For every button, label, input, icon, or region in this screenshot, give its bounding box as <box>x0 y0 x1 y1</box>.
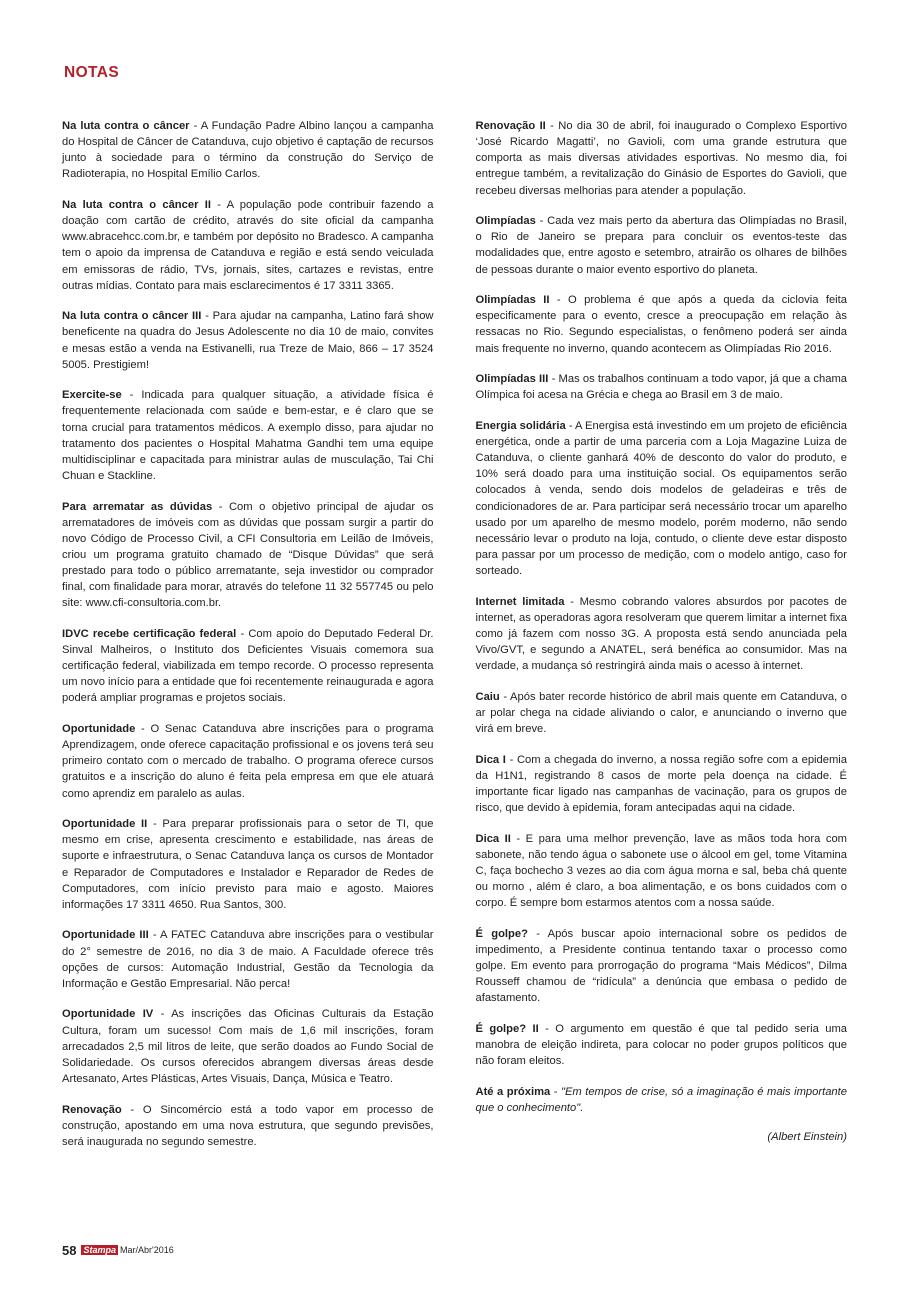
note-lead: Olimpíadas II <box>475 294 550 307</box>
note-lead: Oportunidade II <box>62 818 148 831</box>
note-item-quote <box>476 1084 848 1116</box>
note-item <box>62 816 434 913</box>
note-item <box>476 1021 848 1069</box>
note-lead: Oportunidade <box>62 723 136 735</box>
note-item <box>62 499 434 612</box>
note-lead: Até a próxima <box>475 1085 551 1098</box>
note-item <box>62 308 434 373</box>
page-title: NOTAS <box>64 64 120 81</box>
note-quote: "Em tempos de crise, só a imaginação é mais importante que o conhecimento". <box>475 1085 847 1114</box>
note-item <box>476 594 848 675</box>
note-body: - Após bater recorde histórico de abril mais quente em Catanduva, o ar polar chega na cidade aliviando o calor, e anunciando o inverno que virá em breve. <box>475 690 847 735</box>
note-item <box>476 418 848 579</box>
note-body: - Com o objetivo principal de ajudar os arrematadores de imóveis com as dúvidas que possam surgir a partir do novo Código de Processo Civil, a CFI Consultoria em Leilão de Imóveis, criou um programa gratuito chamado de “Disque Dúvidas” que será prestado para todo o público arrematante, seja investidor ou comprador final, com finalidade para morar, através do telefone 11 32 557745 ou pelo site: www.cfi-consultoria.com.br. <box>62 500 434 610</box>
note-body: - Após buscar apoio internacional sobre os pedidos de impedimento, a Presidente continua tentando taxar o processo como golpe. Em evento para prorrogação do programa “Mais Médicos”, Dilma Rousseff chamou de “ridícula” a denúncia que embasa o pedido de afastamento. <box>475 927 847 1005</box>
note-lead: Renovação <box>62 1103 122 1116</box>
note-item <box>62 118 434 183</box>
note-body: - Cada vez mais perto da abertura das Olimpíadas no Brasil, o Rio de Janeiro se prepara para concluir os eventos-teste das modalidades que, entre agosto e setembro, atrairão os olhares de bilhões de pessoas durante o maior evento esportivo do planeta. <box>475 215 847 276</box>
note-body: - Indicada para qualquer situação, a atividade física é frequentemente relacionada com saúde e bem-estar, e é claro que se torna crucial para tratamentos médicos. A exemplo disso, para ajudar no tratamento dos pacientes o Hospital Mahatma Gandhi tem uma equipe multidisciplinar e capacitada para ministrar aulas de musculação, Tai Chi Chuan e Stackline. <box>62 389 434 482</box>
note-lead: IDVC recebe certificação federal <box>62 627 237 640</box>
note-lead: Energia solidária <box>475 419 566 432</box>
note-body: - O argumento em questão é que tal pedido seria uma manobra de eleição indireta, para colocar no poder grupos políticos que não foram eleitos. <box>475 1022 847 1068</box>
note-lead: Oportunidade III <box>62 929 149 942</box>
note-lead: Dica I <box>475 753 506 766</box>
footer-brand <box>81 1245 173 1256</box>
note-body: - A Energisa está investindo em um projeto de eficiência energética, onde a partir de uma parceria com a Loja Magazine Luiza de Catanduva, o cliente ganhará 40% de desconto do valor do produto, e 10% será doado para uma instituição social. Os equipamentos serão colocados à venda, sendo dois modelos de geladeiras e três de condicionadores de ar. Para participar será necessário trocar um aparelho usado por um aparelho de mesmo modelo, porém moderno, não sendo necessário levar o produto na loja, contudo, o cliente deve estar disposto para passar por um processo de medição, com o modelo antigo, caso for sorteado. <box>475 419 847 577</box>
note-item <box>62 387 434 484</box>
issue-label: Mar/Abr'2016 <box>119 1245 174 1256</box>
note-item <box>476 689 848 737</box>
note-lead: Dica II <box>475 832 511 845</box>
note-body: - O Senac Catanduva abre inscrições para o programa Aprendizagem, onde oferece capacitação profissional e os jovens terá seu primeiro contato com o mercado de trabalho. O programa oferece cursos gratuitos e a inscrição do aluno é feita pela empresa em que ele atuará como aprendiz em paralelo as aulas. <box>62 723 434 800</box>
note-body: - <box>550 1085 561 1098</box>
page-footer <box>62 1244 174 1257</box>
note-item <box>62 197 434 294</box>
note-body: - No dia 30 de abril, foi inaugurado o Complexo Esportivo ‘José Ricardo Magatti’, no Gavioli, com uma grande estrutura que comporta as mais diversas atividades esportivas. No mesmo dia, foi entregue também, a revitalização do Ginásio de Esportes do Gavioli, que recebeu diversas melhorias para atender a população. <box>475 120 847 197</box>
note-lead: Olimpíadas III <box>475 373 549 386</box>
brand-name: Stampa <box>83 1245 116 1256</box>
note-item <box>476 926 848 1007</box>
note-lead: Para arrematar as dúvidas <box>62 500 213 513</box>
note-body: - A Fundação Padre Albino lançou a campanha do Hospital de Câncer de Catanduva, cujo objetivo é captação de recursos junto à sociedade para o término da construção do Serviço de Radioterapia, no Hospital Emílio Carlos. <box>62 120 434 181</box>
note-item <box>476 213 848 278</box>
note-body: - E para uma melhor prevenção, lave as mãos toda hora com sabonete, não tendo água o sabonete use o álcool em gel, tome Vitamina C, faça bochecho 3 vezes ao dia com água morna e sal, beba chá quente ou morno , além é claro, a boa alimentação, e os bons cuidados com o corpo. É sempre bom estarmos atentos com a nossa saúde. <box>475 832 847 910</box>
note-item <box>62 1102 434 1150</box>
note-body: - O Sincomércio está a todo vapor em processo de construção, apostando em uma nova estrutura, que segundo previsões, será inaugurada no segundo semestre. <box>62 1103 434 1148</box>
note-lead: Na luta contra o câncer III <box>62 310 202 323</box>
note-lead: Olimpíadas <box>475 215 536 228</box>
note-lead: Oportunidade IV <box>62 1008 154 1021</box>
note-body: - A FATEC Catanduva abre inscrições para o vestibular do 2° semestre de 2016, no dia 3 de maio. A Faculdade oferece três opções de cursos: Automação Industrial, Gestão da Tecnologia da Informação e Gestão Empresarial. Não perca! <box>62 929 434 990</box>
notes-column-left <box>62 118 434 1164</box>
note-lead: É golpe? II <box>475 1022 539 1035</box>
quote-attribution: (Albert Einstein) <box>767 1130 847 1143</box>
note-item <box>476 752 848 817</box>
note-lead: Exercite-se <box>62 389 122 402</box>
note-lead: Na luta contra o câncer <box>62 120 190 132</box>
page-number: 58 <box>62 1243 77 1258</box>
note-body: - Mas os trabalhos continuam a todo vapor, já que a chama Olímpica foi acesa na Grécia e chega ao Brasil em 3 de maio. <box>475 373 847 402</box>
note-body: - As inscrições das Oficinas Culturais da Estação Cultura, foram um sucesso! Com mais de 1,6 mil inscrições, foram arrecadados 2,5 mil litros de leite, que serão doados ao Fundo Social de Solidariedade. Os cursos oferecidos abrangem diversas áreas desde Artesanato, Artes Plásticas, Artes Visuais, Dança, Música e Teatro. <box>62 1008 434 1085</box>
note-lead: Internet limitada <box>475 595 565 608</box>
note-lead: Renovação II <box>475 120 546 132</box>
note-item <box>62 721 434 802</box>
note-body: - O problema é que após a queda da ciclovia feita especificamente para o evento, cresce a preocupação em relação às ressacas no Rio. Segundo especialistas, o fenômeno poderá ser ainda mais frequente no inverno, quando acontecem as Olimpíadas Rio 2016. <box>475 294 847 355</box>
note-body: - Com a chegada do inverno, a nossa região sofre com a epidemia da H1N1, registrando 8 casos de morte pela doença na cidade. É importante ficar ligado nas campanhas de vacinação, para os grupos de risco, que devido à epidemia, foram antecipadas aqui na cidade. <box>475 753 847 814</box>
note-item <box>476 118 848 199</box>
notes-column-right <box>476 118 848 1164</box>
note-body: - A população pode contribuir fazendo a doação com cartão de crédito, através do site oficial da campanha www.abracehcc.com.br, e também por depósito no Bradesco. A campanha tem o apoio da imprensa de Catanduva e região e está sendo veiculada em emissoras de rádio, TVs, jornais, sites, cartazes e revistas, entre outras mídias. Contato para mais esclarecimentos é 17 3311 3365. <box>62 199 434 292</box>
notes-columns <box>62 118 847 1164</box>
note-item <box>62 1006 434 1087</box>
note-item <box>476 831 848 912</box>
note-item <box>62 927 434 992</box>
note-lead: Caiu <box>475 690 500 703</box>
note-body: - Com apoio do Deputado Federal Dr. Sinval Malheiros, o Instituto dos Deficientes Visuais comemora sua certificação federal, viabilizada em tempo recorde. O processo representa um novo início para a entidade que foi recentemente reinaugurada e agora poderá ampliar programas e projetos sociais. <box>62 627 434 705</box>
note-body: - Para ajudar na campanha, Latino fará show beneficente na quadra do Jesus Adolescente no dia 10 de maio, convites e mesas estão a venda na Estivanelli, rua Treze de Maio, 866 – 17 3524 5005. Prestigiem! <box>62 310 434 371</box>
note-body: - Mesmo cobrando valores absurdos por pacotes de internet, as operadoras agora resolveram que querem limitar a internet fixa como já fazem com nosso 3G. A proposta está sendo anunciada pela Vivo/GVT, e segundo a ANATEL, será benéfica ao consumidor. Mas na verdade, a mudança só restringirá ainda mais o acesso à internet. <box>475 595 847 673</box>
note-lead: É golpe? <box>475 927 528 940</box>
note-item <box>476 371 848 403</box>
note-item <box>62 626 434 707</box>
note-body: - Para preparar profissionais para o setor de TI, que mesmo em crise, apresenta crescimento e estabilidade, nas áreas de suporte e infraestrutura, o Senac Catanduva lança os cursos de Montador e Reparador de Computadores e Instalador e Reparador de Redes de Computadores, com início previsto para maio e agosto. Maiores informações 17 3311 4650. Rua Santos, 300. <box>62 818 434 911</box>
note-lead: Na luta contra o câncer II <box>62 199 211 211</box>
note-item <box>476 292 848 357</box>
